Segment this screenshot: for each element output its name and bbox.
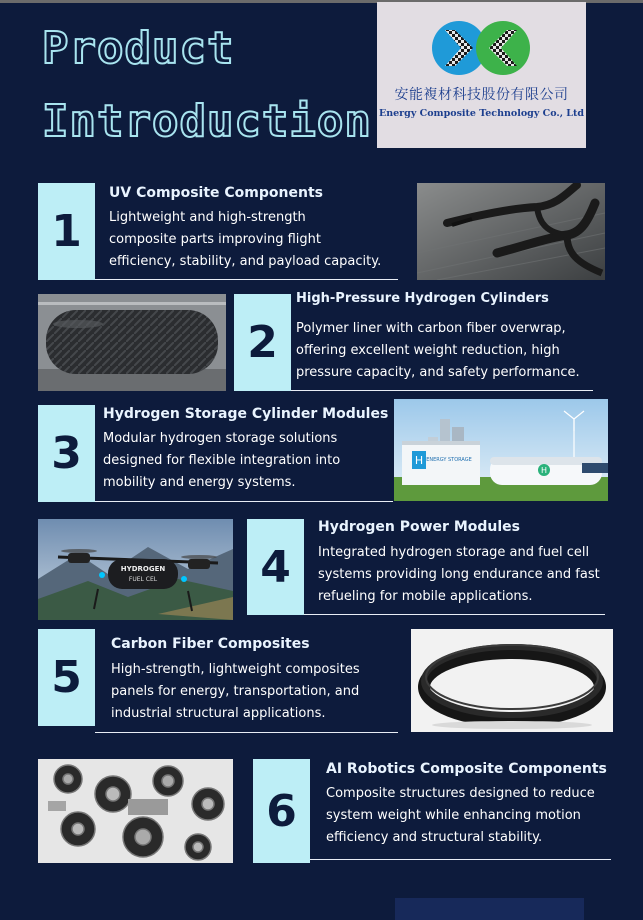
product-1-number: 1 [51, 206, 82, 257]
product-4-title: Hydrogen Power Modules [318, 519, 520, 535]
product-3-number: 3 [51, 428, 82, 479]
svg-text:H: H [414, 454, 424, 467]
product-6-number-box [253, 759, 310, 863]
product-2-number: 2 [247, 317, 278, 368]
product-3-title: Hydrogen Storage Cylinder Modules [103, 406, 389, 422]
product-3-rule [95, 501, 393, 502]
logo-mark-icon [429, 16, 533, 80]
product-5-number-box [38, 629, 95, 726]
product-1-number-box [38, 183, 95, 280]
page-title-line-1: Product [42, 23, 235, 74]
product-4-description: Integrated hydrogen storage and fuel cell systems providing long endurance and fast refueling for mobile applications. [318, 545, 600, 604]
product-5-number: 5 [51, 652, 82, 703]
product-6-description: Composite structures designed to reduce system weight while enhancing motion efficiency and structural stability. [326, 786, 595, 845]
product-1-description: Lightweight and high-strength composite parts improving flight efficiency, stability, and payload capacity. [109, 210, 382, 269]
svg-text:HYDROGEN: HYDROGEN [120, 565, 166, 573]
company-logo [377, 2, 586, 148]
product-1-title: UV Composite Components [109, 185, 323, 201]
product-6-number: 6 [266, 785, 297, 837]
page-title-line-2: Introduction [42, 96, 372, 147]
product-6-image [38, 759, 233, 863]
logo-name-en: Energy Composite Technology Co., Ltd [378, 108, 585, 119]
product-2-title: High-Pressure Hydrogen Cylinders [296, 291, 549, 306]
svg-text:ENERGY STORAGE: ENERGY STORAGE [426, 457, 472, 463]
svg-text:H: H [540, 466, 548, 475]
product-2-description: Polymer liner with carbon fiber overwrap, offering excellent weight reduction, high pressure capacity, and safety performance. [296, 321, 580, 380]
product-3-number-box [38, 405, 95, 502]
product-4-number-box [247, 519, 304, 615]
logo-name-cn: 安能複材科技股份有限公司 [394, 87, 569, 103]
product-5-description: High-strength, lightweight composites panels for energy, transportation, and industrial structural applications. [111, 662, 360, 721]
product-2-image [38, 294, 226, 391]
product-3-description: Modular hydrogen storage solutions designed for flexible integration into mobility and energy systems. [103, 431, 341, 490]
product-3-image [394, 399, 608, 501]
product-4-number: 4 [260, 541, 291, 593]
product-1-image [417, 183, 605, 280]
product-1-rule [95, 279, 398, 280]
product-6-rule [310, 859, 611, 860]
svg-text:FUEL CEL: FUEL CEL [128, 576, 158, 583]
product-5-title: Carbon Fiber Composites [111, 636, 310, 652]
footer-block [395, 898, 584, 920]
product-4-image [38, 519, 233, 620]
product-4-rule [304, 614, 605, 615]
product-2-number-box [234, 294, 291, 391]
product-2-rule [291, 390, 593, 391]
product-5-image [411, 629, 613, 732]
product-5-rule [95, 732, 398, 733]
product-6-title: AI Robotics Composite Components [326, 761, 607, 777]
